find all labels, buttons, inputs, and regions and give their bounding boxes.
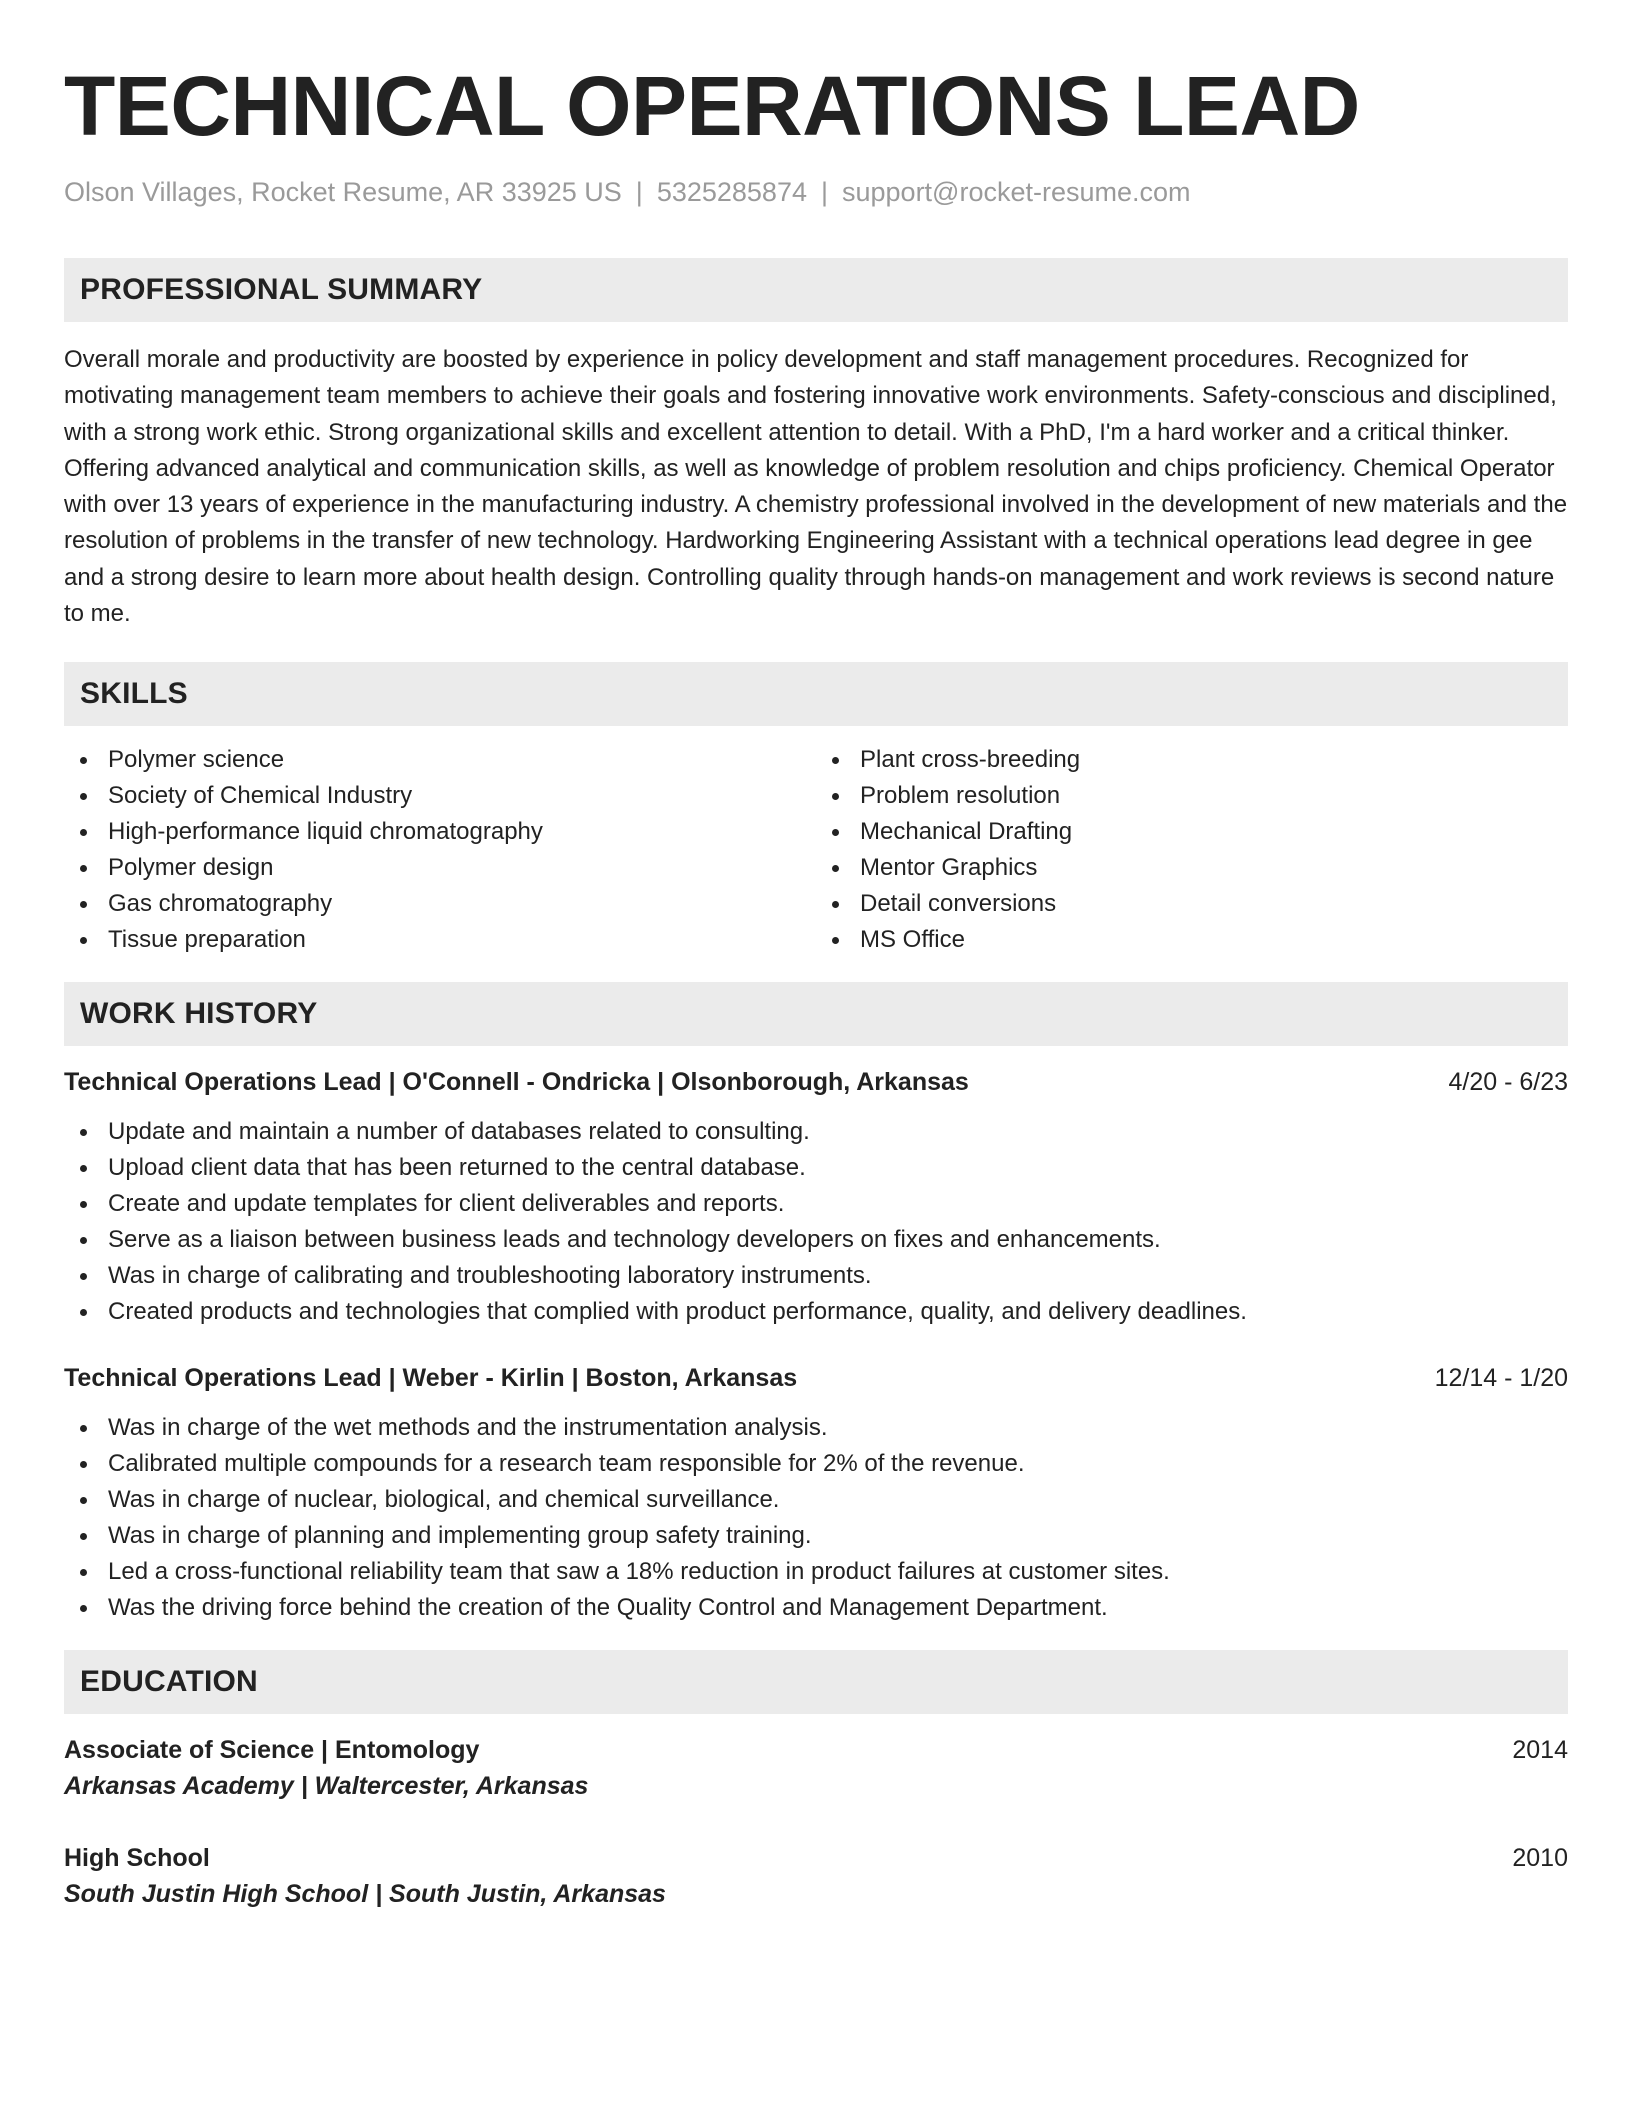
skill-item: Plant cross-breeding (816, 742, 1568, 778)
job-header (64, 1360, 1568, 1396)
skill-item: High-performance liquid chromatography (64, 814, 816, 850)
summary-text: Overall morale and productivity are boosted by experience in policy development and staff management procedures. Recognized for motivating management team members to achieve their goals and fostering innovative work environments. Safety-conscious and disciplined, with a strong work ethic. Strong organizational skills and excellent attention to detail. With a PhD, I'm a hard worker and a critical thinker. Offering advanced analytical and communication skills, as well as knowledge of problem resolution and chips proficiency. Chemical Operator with over 13 years of experience in the manufacturing industry. A chemistry professional involved in the development of new materials and the resolution of problems in the transfer of new technology. Hardworking Engineering Assistant with a technical operations lead degree in gee and a strong desire to learn more about health design. Controlling quality through hands-on management and work reviews is second nature to me. (64, 346, 1568, 628)
job-bullet: Created products and technologies that complied with product performance, quality, and delivery deadlines. (64, 1294, 1568, 1330)
skill-item: Society of Chemical Industry (64, 778, 816, 814)
job-title: Technical Operations Lead | O'Connell - Ondricka | Olsonborough, Arkansas (64, 1068, 969, 1097)
skill-item: Mentor Graphics (816, 850, 1568, 886)
job-bullet: Serve as a liaison between business leads and technology developers on fixes and enhancements. (64, 1222, 1568, 1258)
skill-item: Detail conversions (816, 886, 1568, 922)
education-year: 2014 (1512, 1736, 1568, 1765)
skill-item: Polymer design (64, 850, 816, 886)
education-header (64, 1732, 1568, 1768)
resume-title: TECHNICAL OPERATIONS LEAD (64, 59, 1360, 153)
contact-phone: 5325285874 (656, 177, 807, 207)
education-degree: High School (64, 1844, 210, 1873)
job-bullet: Update and maintain a number of databases related to consulting. (64, 1114, 1568, 1150)
skill-item: Gas chromatography (64, 886, 816, 922)
job-entry (64, 1360, 1568, 1626)
job-bullet: Was in charge of the wet methods and the instrumentation analysis. (64, 1410, 1568, 1446)
contact-address: Olson Villages, Rocket Resume, AR 33925 US (64, 177, 622, 207)
job-dates: 12/14 - 1/20 (1434, 1364, 1568, 1393)
job-bullet: Was the driving force behind the creation of the Quality Control and Management Department. (64, 1590, 1568, 1626)
job-bullet: Calibrated multiple compounds for a research team responsible for 2% of the revenue. (64, 1446, 1568, 1482)
job-bullet: Upload client data that has been returned to the central database. (64, 1150, 1568, 1186)
skills-heading: SKILLS (64, 662, 1568, 726)
skills-column-right (816, 742, 1568, 958)
job-entry (64, 1064, 1568, 1330)
summary-heading: PROFESSIONAL SUMMARY (64, 258, 1568, 322)
job-title: Technical Operations Lead | Weber - Kirlin | Boston, Arkansas (64, 1364, 798, 1393)
job-bullet: Was in charge of nuclear, biological, and chemical surveillance. (64, 1482, 1568, 1518)
job-bullet: Led a cross-functional reliability team that saw a 18% reduction in product failures at customer sites. (64, 1554, 1568, 1590)
skill-item: Mechanical Drafting (816, 814, 1568, 850)
job-bullet: Was in charge of calibrating and troubleshooting laboratory instruments. (64, 1258, 1568, 1294)
job-header (64, 1064, 1568, 1100)
education-entry (64, 1840, 1568, 1912)
education-degree: Associate of Science | Entomology (64, 1736, 480, 1765)
education-year: 2010 (1512, 1844, 1568, 1873)
work-history-heading: WORK HISTORY (64, 982, 1568, 1046)
job-bullet: Create and update templates for client deliverables and reports. (64, 1186, 1568, 1222)
job-dates: 4/20 - 6/23 (1448, 1068, 1568, 1097)
job-bullet: Was in charge of planning and implementing group safety training. (64, 1518, 1568, 1554)
skill-item: MS Office (816, 922, 1568, 958)
education-header (64, 1840, 1568, 1876)
education-entry (64, 1732, 1568, 1804)
contact-separator: | (820, 177, 828, 207)
education-school: Arkansas Academy | Waltercester, Arkansas (64, 1772, 589, 1801)
contact-separator: | (635, 177, 643, 207)
skill-item: Polymer science (64, 742, 816, 778)
contact-line (64, 176, 1568, 208)
skills-column-left (64, 742, 816, 958)
education-school: South Justin High School | South Justin, Arkansas (64, 1880, 666, 1909)
job-bullets (64, 1410, 1568, 1626)
job-bullets (64, 1114, 1568, 1330)
skill-item: Problem resolution (816, 778, 1568, 814)
education-heading: EDUCATION (64, 1650, 1568, 1714)
contact-email: support@rocket-resume.com (842, 177, 1191, 207)
skills-list (64, 742, 1568, 958)
skill-item: Tissue preparation (64, 922, 816, 958)
